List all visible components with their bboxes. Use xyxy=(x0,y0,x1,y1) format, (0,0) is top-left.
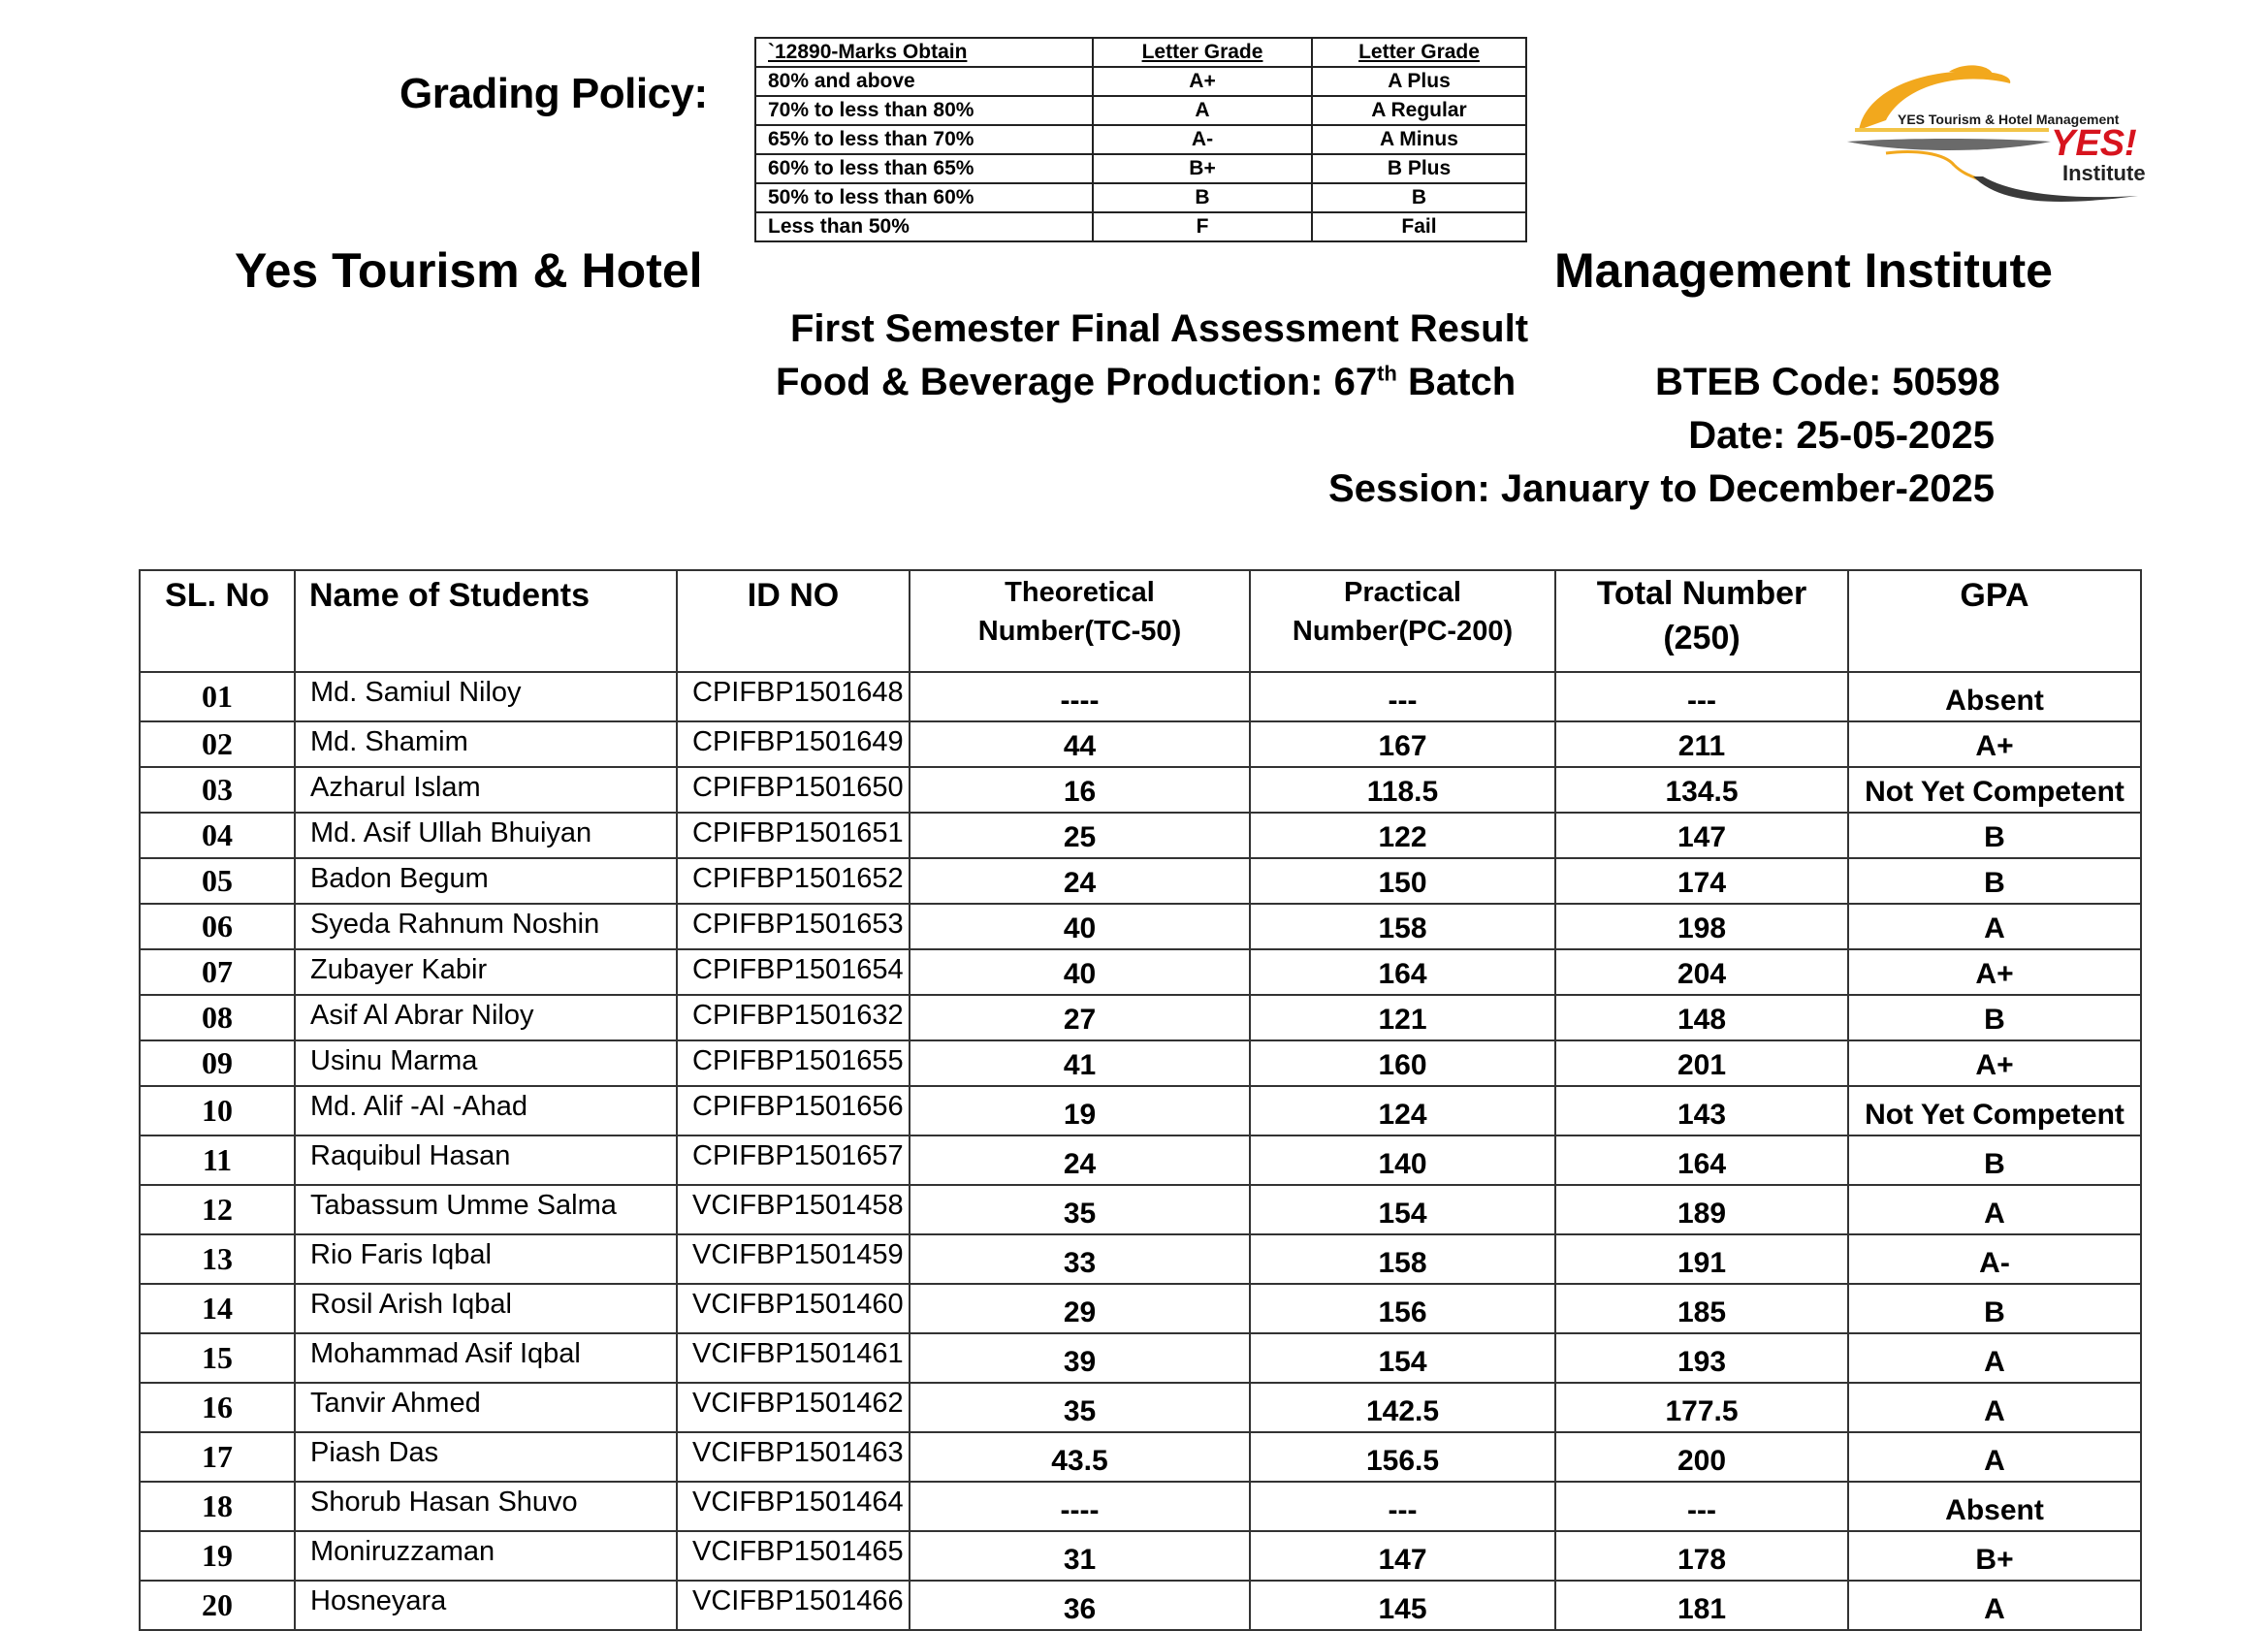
results-body xyxy=(140,672,2141,1630)
student-name: Rosil Arish Iqbal xyxy=(295,1284,677,1333)
gpa-grade: Absent xyxy=(1848,672,2141,721)
serial-number: 20 xyxy=(140,1581,295,1630)
grading-marks-range: 65% to less than 70% xyxy=(755,125,1093,154)
theoretical-marks: ---- xyxy=(910,1482,1250,1531)
serial-number: 04 xyxy=(140,813,295,858)
total-marks: 185 xyxy=(1555,1284,1848,1333)
student-id: CPIFBP1501653 xyxy=(677,904,910,949)
student-id: CPIFBP1501652 xyxy=(677,858,910,904)
student-row xyxy=(140,858,2141,904)
col-theoretical-line1: Theoretical xyxy=(1005,577,1155,608)
student-name: Md. Alif -Al -Ahad xyxy=(295,1086,677,1135)
practical-marks: --- xyxy=(1250,672,1555,721)
svg-text:Institute: Institute xyxy=(2062,161,2146,185)
theoretical-marks: 35 xyxy=(910,1185,1250,1234)
total-marks: 201 xyxy=(1555,1040,1848,1086)
student-name: Mohammad Asif Iqbal xyxy=(295,1333,677,1383)
gpa-grade: Not Yet Competent xyxy=(1848,767,2141,813)
theoretical-marks: 40 xyxy=(910,904,1250,949)
practical-marks: 164 xyxy=(1250,949,1555,995)
student-name: Zubayer Kabir xyxy=(295,949,677,995)
serial-number: 12 xyxy=(140,1185,295,1234)
total-marks: 177.5 xyxy=(1555,1383,1848,1432)
grading-letter-name: B xyxy=(1312,183,1526,212)
theoretical-marks: 27 xyxy=(910,995,1250,1040)
serial-number: 11 xyxy=(140,1135,295,1185)
col-total xyxy=(1555,570,1848,672)
total-marks: 164 xyxy=(1555,1135,1848,1185)
total-marks: 191 xyxy=(1555,1234,1848,1284)
student-name: Hosneyara xyxy=(295,1581,677,1630)
practical-marks: 167 xyxy=(1250,721,1555,767)
total-marks: 134.5 xyxy=(1555,767,1848,813)
theoretical-marks: 39 xyxy=(910,1333,1250,1383)
grading-row xyxy=(755,67,1526,96)
student-name: Md. Shamim xyxy=(295,721,677,767)
practical-marks: 140 xyxy=(1250,1135,1555,1185)
theoretical-marks: 24 xyxy=(910,1135,1250,1185)
theoretical-marks: 19 xyxy=(910,1086,1250,1135)
serial-number: 05 xyxy=(140,858,295,904)
grading-body xyxy=(755,67,1526,241)
gpa-grade: Absent xyxy=(1848,1482,2141,1531)
total-marks: 178 xyxy=(1555,1531,1848,1581)
student-name: Syeda Rahnum Noshin xyxy=(295,904,677,949)
total-marks: 193 xyxy=(1555,1333,1848,1383)
student-name: Moniruzzaman xyxy=(295,1531,677,1581)
theoretical-marks: 16 xyxy=(910,767,1250,813)
grading-marks-range: 70% to less than 80% xyxy=(755,96,1093,125)
col-gpa: GPA xyxy=(1848,570,2141,672)
student-row xyxy=(140,1333,2141,1383)
student-name: Piash Das xyxy=(295,1432,677,1482)
total-marks: 148 xyxy=(1555,995,1848,1040)
student-id: CPIFBP1501648 xyxy=(677,672,910,721)
student-row xyxy=(140,1531,2141,1581)
practical-marks: 147 xyxy=(1250,1531,1555,1581)
grading-letter-name: A Minus xyxy=(1312,125,1526,154)
student-id: VCIFBP1501460 xyxy=(677,1284,910,1333)
batch-suffix: Batch xyxy=(1396,361,1517,403)
serial-number: 07 xyxy=(140,949,295,995)
student-id: VCIFBP1501465 xyxy=(677,1531,910,1581)
student-id: VCIFBP1501466 xyxy=(677,1581,910,1630)
serial-number: 02 xyxy=(140,721,295,767)
grading-letter-name: A Plus xyxy=(1312,67,1526,96)
student-row xyxy=(140,995,2141,1040)
student-id: VCIFBP1501463 xyxy=(677,1432,910,1482)
grading-letter-name: Fail xyxy=(1312,212,1526,241)
total-marks: 147 xyxy=(1555,813,1848,858)
theoretical-marks: 29 xyxy=(910,1284,1250,1333)
practical-marks: 124 xyxy=(1250,1086,1555,1135)
col-id-no: ID NO xyxy=(677,570,910,672)
student-name: Usinu Marma xyxy=(295,1040,677,1086)
theoretical-marks: 35 xyxy=(910,1383,1250,1432)
grading-letter: B xyxy=(1093,183,1312,212)
col-sl-no: SL. No xyxy=(140,570,295,672)
theoretical-marks: 25 xyxy=(910,813,1250,858)
grading-row xyxy=(755,183,1526,212)
student-name: Asif Al Abrar Niloy xyxy=(295,995,677,1040)
gpa-grade: B xyxy=(1848,1135,2141,1185)
theoretical-marks: 44 xyxy=(910,721,1250,767)
institute-logo xyxy=(1847,60,2167,206)
student-row xyxy=(140,1482,2141,1531)
semester-title: First Semester Final Assessment Result xyxy=(790,307,1529,350)
practical-marks: 154 xyxy=(1250,1185,1555,1234)
grading-row xyxy=(755,125,1526,154)
theoretical-marks: 33 xyxy=(910,1234,1250,1284)
grading-header-row xyxy=(755,38,1526,67)
student-row xyxy=(140,1135,2141,1185)
gpa-grade: A xyxy=(1848,904,2141,949)
grading-marks-range: 50% to less than 60% xyxy=(755,183,1093,212)
grading-letter: A- xyxy=(1093,125,1312,154)
student-name: Tabassum Umme Salma xyxy=(295,1185,677,1234)
grading-header-letter: Letter Grade xyxy=(1093,38,1312,67)
grading-header-marks: `12890-Marks Obtain xyxy=(755,38,1093,67)
serial-number: 17 xyxy=(140,1432,295,1482)
gpa-grade: Not Yet Competent xyxy=(1848,1086,2141,1135)
grading-row xyxy=(755,212,1526,241)
theoretical-marks: 41 xyxy=(910,1040,1250,1086)
results-table xyxy=(139,569,2142,1631)
serial-number: 19 xyxy=(140,1531,295,1581)
col-student-name: Name of Students xyxy=(295,570,677,672)
student-row xyxy=(140,1234,2141,1284)
total-marks: 204 xyxy=(1555,949,1848,995)
student-row xyxy=(140,767,2141,813)
student-id: CPIFBP1501632 xyxy=(677,995,910,1040)
practical-marks: 156 xyxy=(1250,1284,1555,1333)
grading-row xyxy=(755,96,1526,125)
practical-marks: 150 xyxy=(1250,858,1555,904)
student-row xyxy=(140,1383,2141,1432)
grading-marks-range: 60% to less than 65% xyxy=(755,154,1093,183)
svg-text:YES Tourism & Hotel Management: YES Tourism & Hotel Management xyxy=(1898,112,2120,127)
grading-letter: A+ xyxy=(1093,67,1312,96)
student-name: Shorub Hasan Shuvo xyxy=(295,1482,677,1531)
practical-marks: 160 xyxy=(1250,1040,1555,1086)
gpa-grade: A+ xyxy=(1848,949,2141,995)
student-id: VCIFBP1501459 xyxy=(677,1234,910,1284)
gpa-grade: A xyxy=(1848,1185,2141,1234)
serial-number: 14 xyxy=(140,1284,295,1333)
theoretical-marks: 31 xyxy=(910,1531,1250,1581)
gpa-grade: A xyxy=(1848,1333,2141,1383)
serial-number: 16 xyxy=(140,1383,295,1432)
student-row xyxy=(140,1581,2141,1630)
total-marks: 181 xyxy=(1555,1581,1848,1630)
student-row xyxy=(140,1284,2141,1333)
gpa-grade: A+ xyxy=(1848,1040,2141,1086)
svg-text:YES!: YES! xyxy=(2051,123,2137,164)
theoretical-marks: ---- xyxy=(910,672,1250,721)
serial-number: 09 xyxy=(140,1040,295,1086)
gpa-grade: B xyxy=(1848,995,2141,1040)
gpa-grade: B xyxy=(1848,813,2141,858)
batch-title xyxy=(776,361,1516,404)
student-row xyxy=(140,721,2141,767)
institute-name-left: Yes Tourism & Hotel xyxy=(235,243,703,298)
total-marks: 143 xyxy=(1555,1086,1848,1135)
student-id: VCIFBP1501461 xyxy=(677,1333,910,1383)
practical-marks: --- xyxy=(1250,1482,1555,1531)
student-row xyxy=(140,672,2141,721)
gpa-grade: B xyxy=(1848,858,2141,904)
serial-number: 13 xyxy=(140,1234,295,1284)
student-id: CPIFBP1501656 xyxy=(677,1086,910,1135)
total-marks: 189 xyxy=(1555,1185,1848,1234)
practical-marks: 118.5 xyxy=(1250,767,1555,813)
gpa-grade: B+ xyxy=(1848,1531,2141,1581)
grading-header-letter-name: Letter Grade xyxy=(1312,38,1526,67)
gpa-grade: A- xyxy=(1848,1234,2141,1284)
total-marks: 174 xyxy=(1555,858,1848,904)
student-row xyxy=(140,904,2141,949)
student-name: Badon Begum xyxy=(295,858,677,904)
serial-number: 03 xyxy=(140,767,295,813)
practical-marks: 145 xyxy=(1250,1581,1555,1630)
student-id: CPIFBP1501650 xyxy=(677,767,910,813)
practical-marks: 122 xyxy=(1250,813,1555,858)
student-row xyxy=(140,1432,2141,1482)
session: Session: January to December-2025 xyxy=(1328,467,1995,510)
grading-policy-table xyxy=(754,37,1527,242)
student-id: CPIFBP1501655 xyxy=(677,1040,910,1086)
gpa-grade: A xyxy=(1848,1383,2141,1432)
gpa-grade: B xyxy=(1848,1284,2141,1333)
grading-marks-range: 80% and above xyxy=(755,67,1093,96)
student-row xyxy=(140,1086,2141,1135)
col-practical-line1: Practical xyxy=(1344,577,1461,608)
grading-letter-name: B Plus xyxy=(1312,154,1526,183)
col-theoretical-line2: Number(TC-50) xyxy=(977,616,1182,647)
serial-number: 01 xyxy=(140,672,295,721)
col-total-line1: Total Number xyxy=(1596,575,1807,612)
cloche-logo-icon xyxy=(1847,60,2167,206)
total-marks: --- xyxy=(1555,1482,1848,1531)
serial-number: 15 xyxy=(140,1333,295,1383)
serial-number: 06 xyxy=(140,904,295,949)
student-name: Raquibul Hasan xyxy=(295,1135,677,1185)
student-id: VCIFBP1501458 xyxy=(677,1185,910,1234)
student-name: Md. Asif Ullah Bhuiyan xyxy=(295,813,677,858)
col-practical xyxy=(1250,570,1555,672)
student-row xyxy=(140,813,2141,858)
theoretical-marks: 43.5 xyxy=(910,1432,1250,1482)
grading-letter: A xyxy=(1093,96,1312,125)
grading-letter: B+ xyxy=(1093,154,1312,183)
student-id: VCIFBP1501464 xyxy=(677,1482,910,1531)
student-name: Md. Samiul Niloy xyxy=(295,672,677,721)
total-marks: --- xyxy=(1555,672,1848,721)
result-date: Date: 25-05-2025 xyxy=(1688,414,1995,457)
student-name: Azharul Islam xyxy=(295,767,677,813)
gpa-grade: A+ xyxy=(1848,721,2141,767)
student-name: Tanvir Ahmed xyxy=(295,1383,677,1432)
student-id: CPIFBP1501654 xyxy=(677,949,910,995)
student-id: CPIFBP1501649 xyxy=(677,721,910,767)
practical-marks: 121 xyxy=(1250,995,1555,1040)
practical-marks: 158 xyxy=(1250,1234,1555,1284)
theoretical-marks: 24 xyxy=(910,858,1250,904)
bteb-code: BTEB Code: 50598 xyxy=(1655,361,2000,403)
student-row xyxy=(140,1040,2141,1086)
col-practical-line2: Number(PC-200) xyxy=(1292,616,1514,647)
grading-letter: F xyxy=(1093,212,1312,241)
student-name: Rio Faris Iqbal xyxy=(295,1234,677,1284)
serial-number: 18 xyxy=(140,1482,295,1531)
batch-ordinal: th xyxy=(1377,361,1397,386)
total-marks: 211 xyxy=(1555,721,1848,767)
grading-marks-range: Less than 50% xyxy=(755,212,1093,241)
student-row xyxy=(140,949,2141,995)
practical-marks: 158 xyxy=(1250,904,1555,949)
serial-number: 10 xyxy=(140,1086,295,1135)
grading-policy-title: Grading Policy: xyxy=(399,70,708,117)
grading-row xyxy=(755,154,1526,183)
results-header-row xyxy=(140,570,2141,672)
theoretical-marks: 36 xyxy=(910,1581,1250,1630)
col-total-line2: (250) xyxy=(1663,620,1741,656)
batch-prefix: Food & Beverage Production: 67 xyxy=(776,361,1378,403)
serial-number: 08 xyxy=(140,995,295,1040)
gpa-grade: A xyxy=(1848,1432,2141,1482)
student-row xyxy=(140,1185,2141,1234)
practical-marks: 154 xyxy=(1250,1333,1555,1383)
student-id: VCIFBP1501462 xyxy=(677,1383,910,1432)
institute-name-right: Management Institute xyxy=(1554,243,2053,298)
theoretical-marks: 40 xyxy=(910,949,1250,995)
student-id: CPIFBP1501651 xyxy=(677,813,910,858)
col-theoretical xyxy=(910,570,1250,672)
practical-marks: 142.5 xyxy=(1250,1383,1555,1432)
grading-letter-name: A Regular xyxy=(1312,96,1526,125)
total-marks: 200 xyxy=(1555,1432,1848,1482)
total-marks: 198 xyxy=(1555,904,1848,949)
gpa-grade: A xyxy=(1848,1581,2141,1630)
practical-marks: 156.5 xyxy=(1250,1432,1555,1482)
student-id: CPIFBP1501657 xyxy=(677,1135,910,1185)
